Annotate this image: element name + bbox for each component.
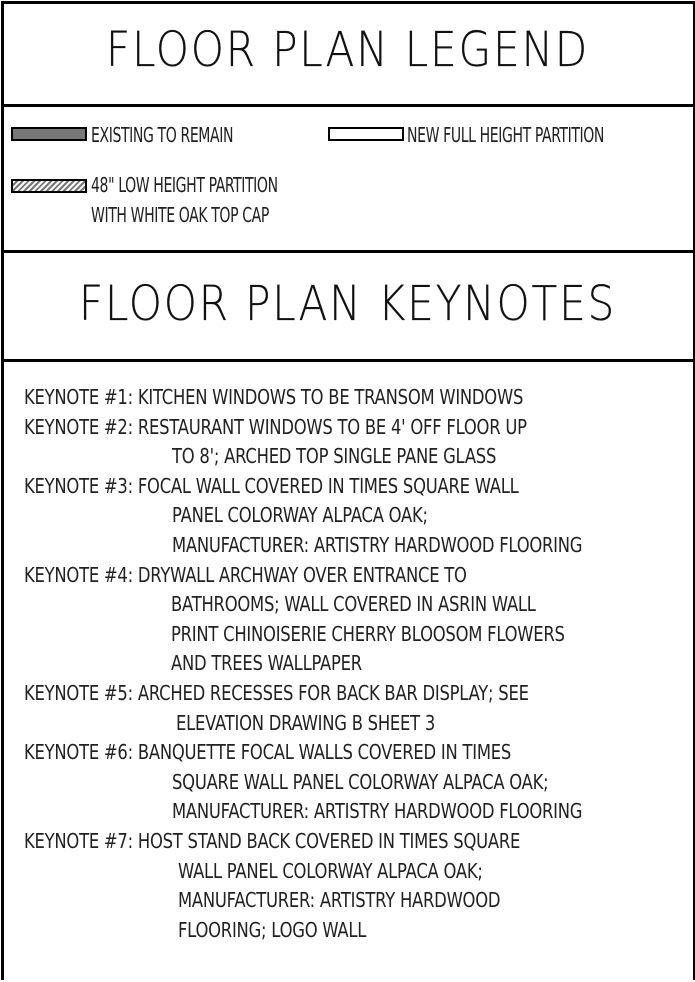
legend-label-low-partition-line2: WITH WHITE OAK TOP CAP (91, 203, 269, 227)
keynote-text-line: MANUFACTURER: ARTISTRY HARDWOOD FLOORING (171, 799, 583, 824)
keynote-text-line: HOST STAND BACK COVERED IN TIMES SQUARE (132, 829, 521, 853)
keynote-5 (24, 681, 529, 735)
keynote-label: KEYNOTE #6: (24, 740, 133, 765)
keynote-text-line: FOCAL WALL COVERED IN TIMES SQUARE WALL (132, 473, 519, 498)
keynote-text-line: DRYWALL ARCHWAY OVER ENTRANCE TO (132, 562, 467, 587)
keynote-1 (24, 385, 523, 409)
keynote-label: KEYNOTE #4: (24, 562, 133, 587)
legend-label-new-partition: NEW FULL HEIGHT PARTITION (407, 123, 605, 147)
divider-keynotes-top (1, 359, 695, 362)
keynote-text-line: BANQUETTE FOCAL WALLS COVERED IN TIMES (132, 740, 512, 765)
keynote-label: KEYNOTE #7: (24, 829, 133, 853)
keynote-text-line: ELEVATION DRAWING B SHEET 3 (175, 710, 436, 735)
divider-legend-bottom (1, 250, 695, 253)
new-partition-swatch (328, 127, 404, 141)
keynote-text-line: SQUARE WALL PANEL COLORWAY ALPACA OAK; (171, 769, 549, 794)
legend-label-existing: EXISTING TO REMAIN (91, 123, 234, 147)
keynote-7 (24, 829, 521, 942)
existing-wall-swatch (11, 127, 87, 141)
keynote-text-line: AND TREES WALLPAPER (170, 651, 362, 676)
keynote-text-line: MANUFACTURER: ARTISTRY HARDWOOD FLOORING (171, 532, 583, 557)
legend-title: FLOOR PLAN LEGEND (105, 22, 590, 78)
keynotes-title: FLOOR PLAN KEYNOTES (78, 276, 617, 332)
keynote-label: KEYNOTE #3: (24, 473, 133, 498)
keynote-text-line: PRINT CHINOISERIE CHERRY BLOOSOM FLOWERS (170, 621, 565, 646)
keynote-text-line: PANEL COLORWAY ALPACA OAK; (171, 503, 428, 528)
keynote-text-line: TO 8'; ARCHED TOP SINGLE PANE GLASS (171, 444, 497, 469)
keynote-text-line: BATHROOMS; WALL COVERED IN ASRIN WALL (170, 592, 536, 617)
keynote-label: KEYNOTE #2: (24, 414, 133, 439)
keynote-text-line: KITCHEN WINDOWS TO BE TRANSOM WINDOWS (132, 385, 524, 409)
keynote-4 (24, 562, 565, 676)
keynote-label: KEYNOTE #5: (24, 681, 133, 705)
keynote-text-line: WALL PANEL COLORWAY ALPACA OAK; (177, 858, 483, 883)
legend-label-low-partition-line1: 48" LOW HEIGHT PARTITION (91, 173, 278, 197)
keynote-3 (24, 473, 583, 557)
low-partition-swatch (11, 179, 87, 193)
divider-legend-top (1, 104, 695, 107)
keynote-text-line: RESTAURANT WINDOWS TO BE 4' OFF FLOOR UP (132, 414, 527, 439)
keynote-text-line: FLOORING; LOGO WALL (177, 917, 367, 942)
keynote-text-line: MANUFACTURER: ARTISTRY HARDWOOD (177, 888, 501, 913)
keynote-text-line: ARCHED RECESSES FOR BACK BAR DISPLAY; SEE (132, 681, 529, 705)
keynote-label: KEYNOTE #1: (24, 385, 133, 409)
keynote-2 (24, 414, 527, 469)
keynote-6 (24, 740, 583, 824)
